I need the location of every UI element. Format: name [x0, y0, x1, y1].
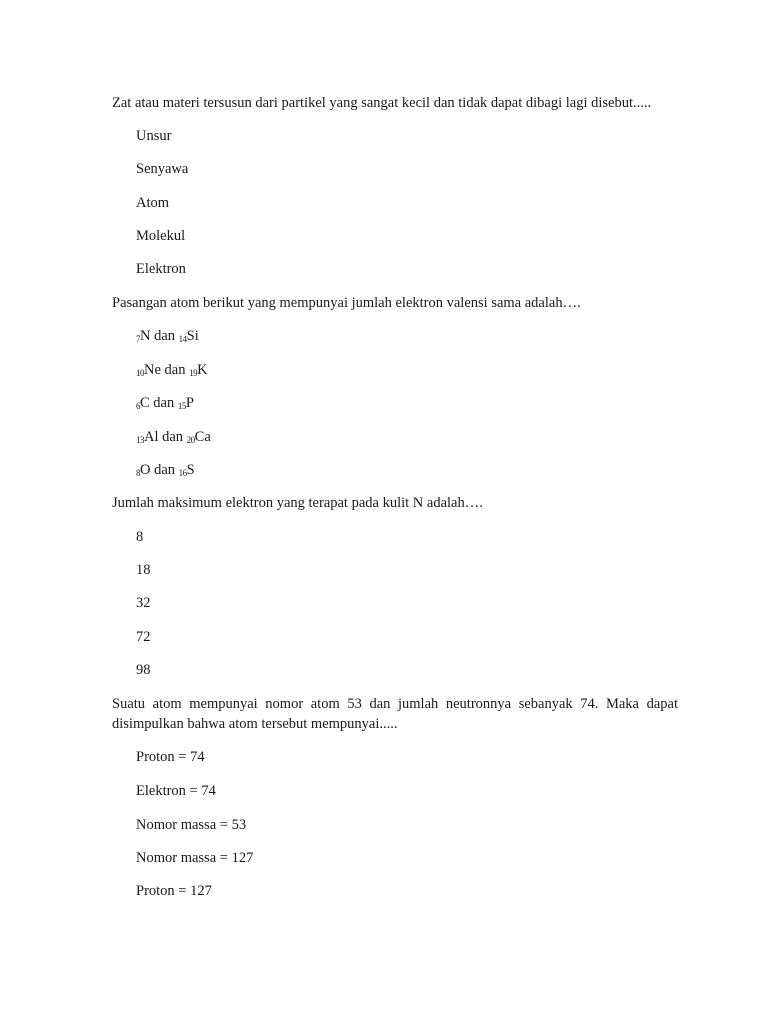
question-2-option-a — [136, 328, 199, 345]
question-1-option-e: Elektron — [136, 261, 186, 277]
connector: dan — [149, 395, 178, 411]
connector: dan — [158, 429, 187, 445]
atomic-number: 16 — [178, 468, 187, 478]
question-3-option-e: 98 — [136, 662, 151, 678]
question-3-option-d: 72 — [136, 629, 151, 645]
question-1-text: Zat atau materi tersusun dari partikel yang sangat kecil dan tidak dapat dibagi lagi disebut..... — [112, 95, 652, 111]
element-symbol: Ca — [194, 429, 211, 445]
question-4-option-b: Elektron = 74 — [136, 783, 216, 799]
atomic-number: 10 — [136, 368, 144, 378]
atomic-number: 14 — [178, 334, 187, 344]
atomic-number: 6 — [136, 401, 140, 411]
question-3-text: Jumlah maksimum elektron yang terapat pada kulit N adalah…. — [112, 495, 483, 511]
atomic-number: 20 — [186, 435, 195, 445]
atomic-number: 7 — [136, 334, 140, 344]
element-symbol: Al — [143, 429, 159, 445]
question-1-option-a: Unsur — [136, 128, 172, 144]
element-symbol: Ne — [143, 362, 161, 378]
connector: dan — [150, 462, 179, 478]
atomic-number: 13 — [136, 435, 144, 445]
question-3-option-b: 18 — [136, 562, 151, 578]
question-3-option-c: 32 — [136, 595, 151, 611]
question-3-option-a: 8 — [136, 529, 144, 545]
question-1-option-c: Atom — [136, 195, 170, 211]
question-4-option-d: Nomor massa = 127 — [136, 850, 254, 866]
element-symbol: N — [140, 328, 151, 344]
connector: dan — [160, 362, 190, 378]
connector: dan — [150, 328, 179, 344]
question-4-option-c: Nomor massa = 53 — [136, 817, 247, 833]
question-1-option-d: Molekul — [136, 228, 186, 244]
question-4-option-a: Proton = 74 — [136, 749, 205, 765]
element-symbol: S — [186, 462, 195, 478]
question-2-text: Pasangan atom berikut yang mempunyai jumlah elektron valensi sama adalah…. — [112, 295, 581, 311]
atomic-number: 19 — [189, 368, 198, 378]
element-symbol: C — [140, 395, 150, 411]
element-symbol: P — [185, 395, 194, 411]
question-4-text: Suatu atom mempunyai nomor atom 53 dan jumlah neutronnya sebanyak 74. Maka dapat disimpulkan bahwa atom tersebut mempunyai..... — [112, 696, 678, 732]
atomic-number: 15 — [177, 401, 186, 411]
question-4-option-e: Proton = 127 — [136, 883, 212, 899]
atomic-number: 8 — [136, 468, 140, 478]
element-symbol: Si — [186, 328, 199, 344]
question-2-option-b — [136, 362, 208, 379]
element-symbol: K — [197, 362, 208, 378]
element-symbol: O — [140, 462, 151, 478]
question-2-option-c — [136, 395, 194, 412]
question-2-option-e — [136, 462, 195, 479]
question-2-option-d — [136, 429, 211, 446]
question-1-option-b: Senyawa — [136, 161, 189, 177]
